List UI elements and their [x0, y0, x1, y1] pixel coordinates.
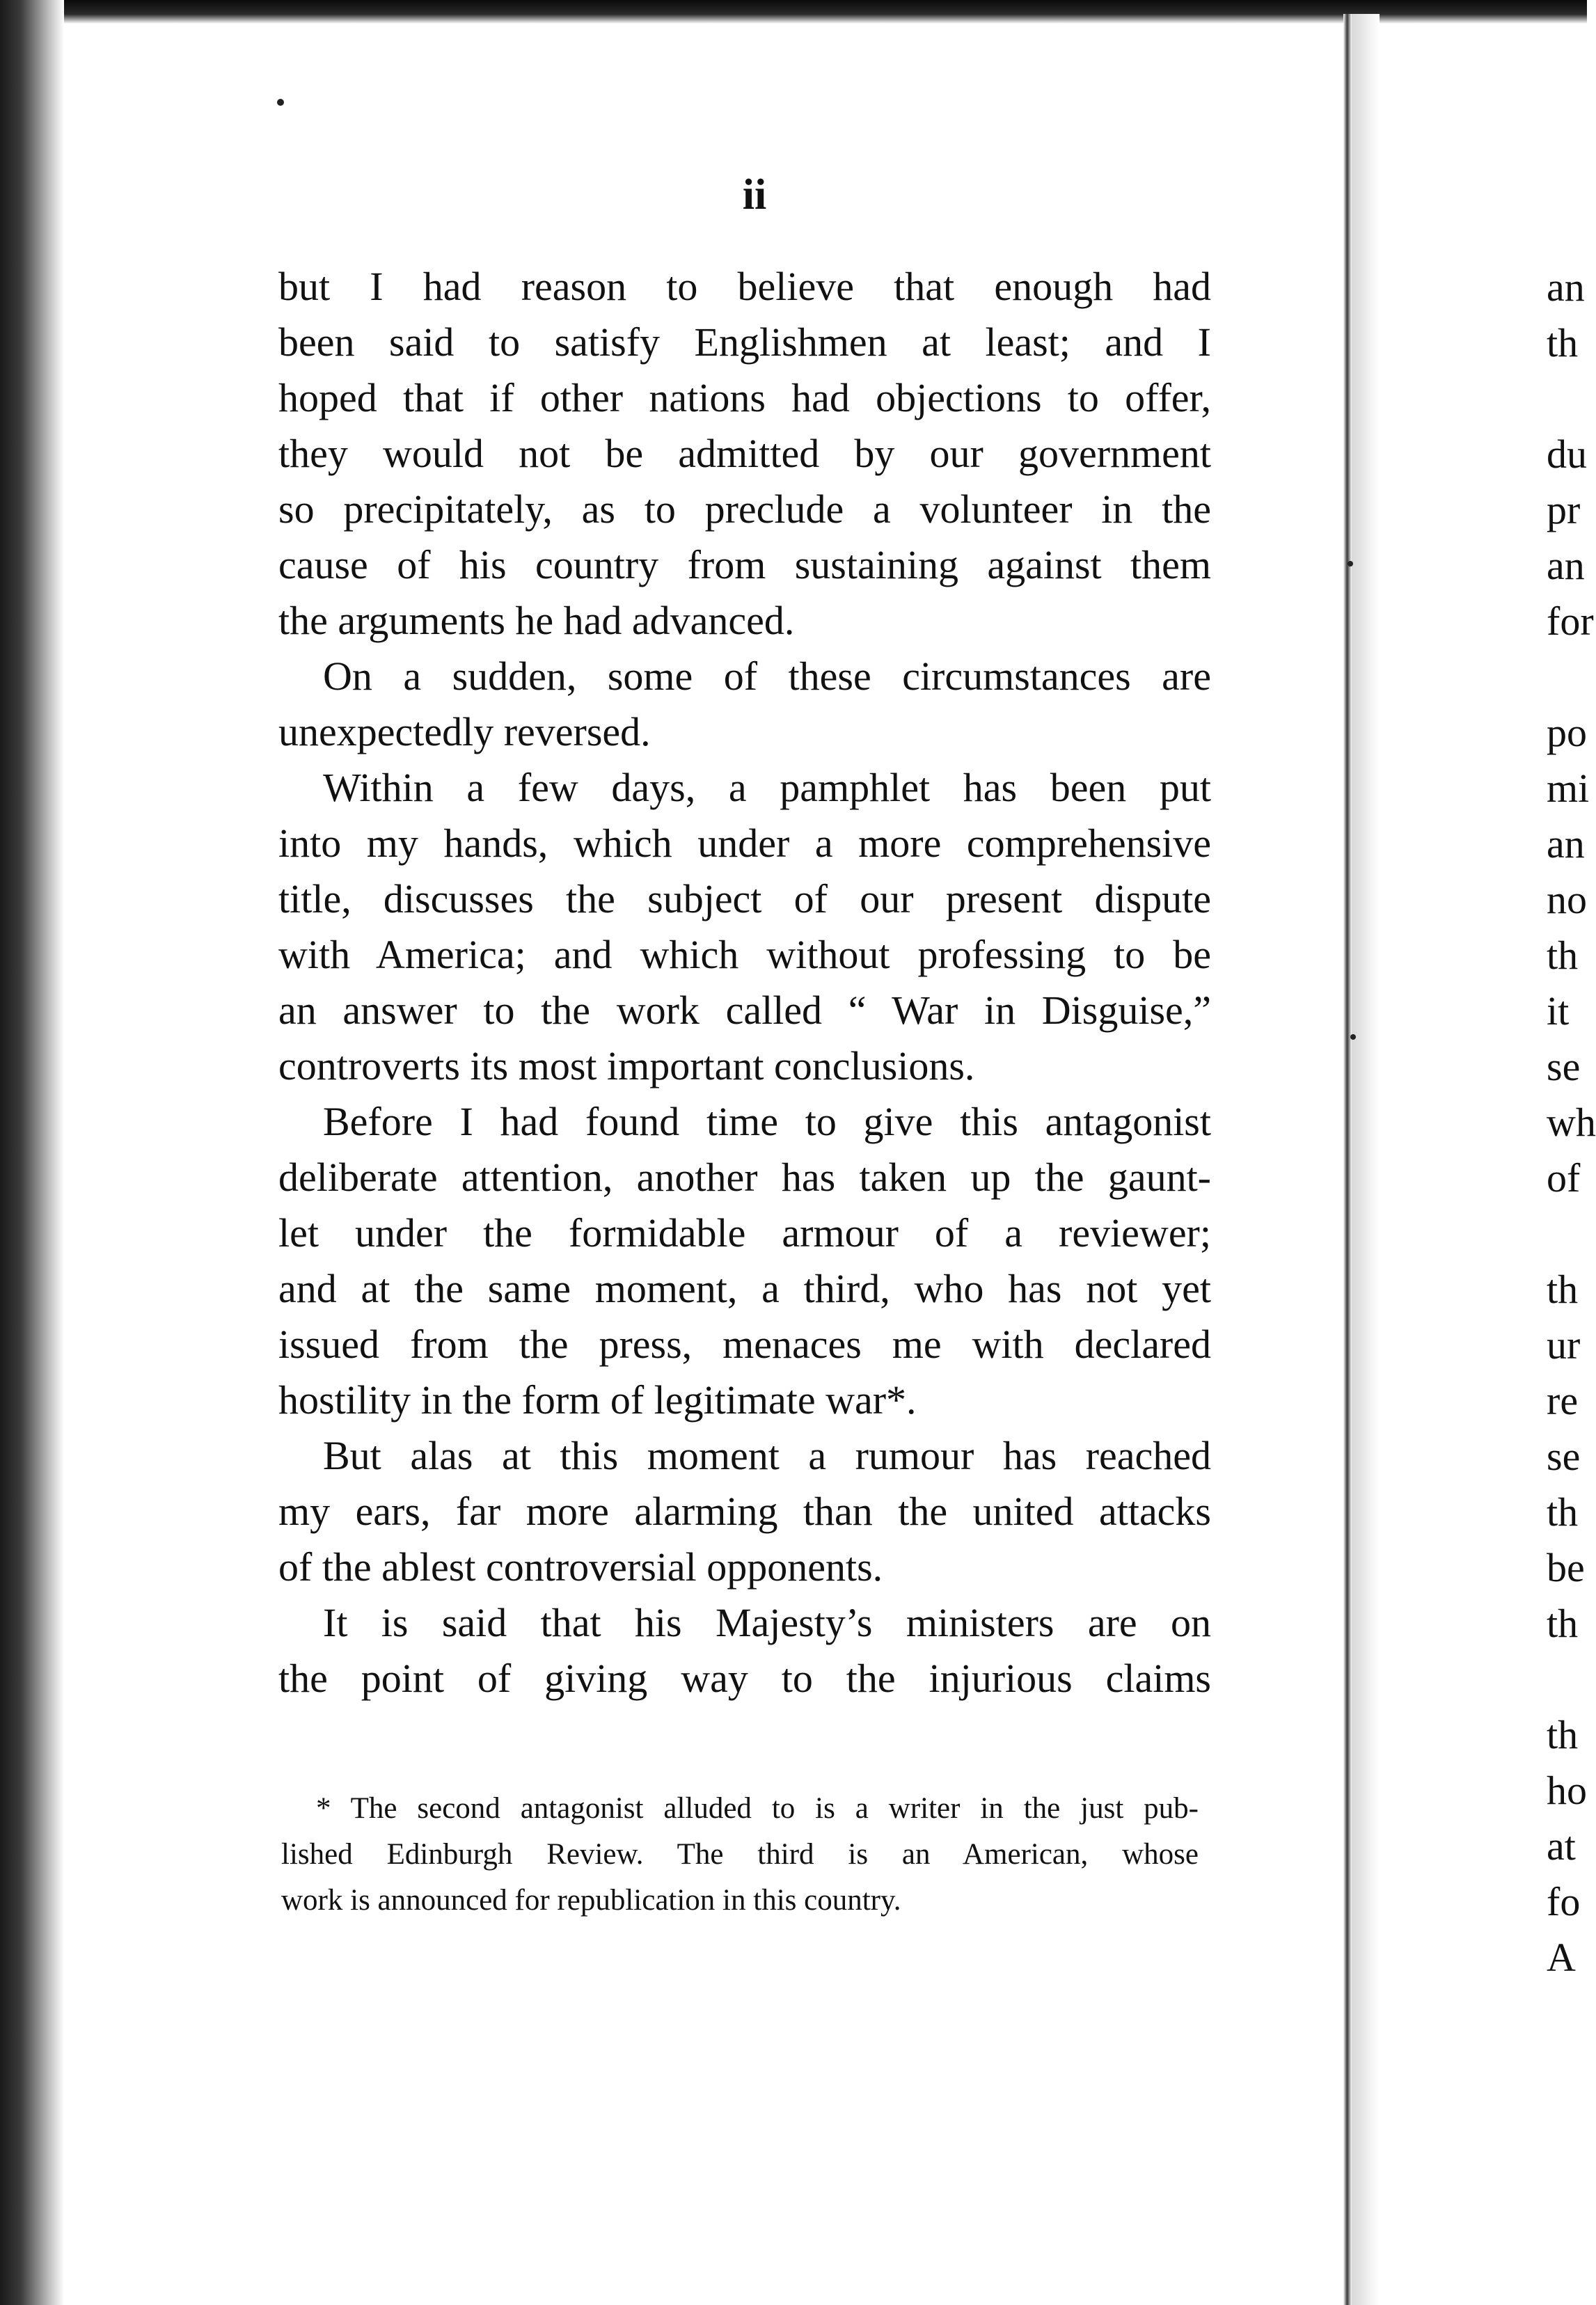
text-line: they would not be admitted by our government [278, 431, 1211, 476]
facing-page-text-fragment: ur [1547, 1322, 1581, 1368]
facing-page-text-fragment: an [1547, 543, 1585, 588]
ink-speck [1350, 1034, 1356, 1040]
facing-page-text-fragment: th [1547, 1267, 1579, 1312]
facing-page-text-fragment: fo [1547, 1879, 1581, 1924]
facing-page-fragment [1547, 0, 1596, 2305]
book-gutter [1343, 14, 1352, 2305]
text-line: hostility in the form of legitimate war*. [278, 1377, 917, 1423]
facing-page-text-fragment: th [1547, 933, 1579, 978]
text-line: But alas at this moment a rumour has reached [323, 1433, 1211, 1478]
facing-page-text-fragment: be [1547, 1545, 1585, 1590]
page-number: ii [742, 171, 767, 219]
text-line: with America; and which without professing to be [278, 932, 1211, 977]
facing-page-text-fragment: wh [1547, 1100, 1596, 1145]
facing-page-text-fragment: an [1547, 264, 1585, 310]
facing-page-text-fragment: A [1547, 1935, 1576, 1980]
text-line: but I had reason to believe that enough had [278, 264, 1211, 309]
text-line: On a sudden, some of these circumstances are [323, 654, 1211, 699]
scan-edge-left [0, 0, 64, 2305]
gutter-shadow [1352, 14, 1380, 2305]
text-line: and at the same moment, a third, who has not yet [278, 1266, 1211, 1311]
text-line: been said to satisfy Englishmen at least; and I [278, 319, 1211, 365]
facing-page-text-fragment: no [1547, 877, 1587, 922]
footnote-line: lished Edinburgh Review. The third is an American, whose [281, 1838, 1199, 1871]
text-line: deliberate attention, another has taken up the gaunt- [278, 1155, 1211, 1200]
text-line: Before I had found time to give this antagonist [323, 1099, 1211, 1144]
ink-speck [1348, 561, 1353, 567]
text-line: title, discusses the subject of our present dispute [278, 876, 1211, 921]
text-line: controverts its most important conclusions. [278, 1043, 975, 1088]
facing-page-text-fragment: it [1547, 988, 1570, 1033]
footnote-line: * The second antagonist alluded to is a writer in the just pub- [316, 1792, 1199, 1825]
text-line: of the ablest controversial opponents. [278, 1544, 883, 1590]
text-line: an answer to the work called “ War in Disguise,” [278, 988, 1211, 1033]
text-line: hoped that if other nations had objections to offer, [278, 375, 1211, 420]
facing-page-text-fragment: an [1547, 821, 1585, 866]
text-line: the point of giving way to the injurious claims [278, 1656, 1211, 1701]
text-line: cause of his country from sustaining against them [278, 542, 1211, 587]
facing-page-text-fragment: se [1547, 1434, 1581, 1479]
body-text [278, 259, 1211, 1706]
facing-page-text-fragment: for [1547, 599, 1594, 644]
facing-page-text-fragment: se [1547, 1044, 1581, 1089]
facing-page-text-fragment: mi [1547, 766, 1590, 811]
facing-page-text-fragment: th [1547, 1489, 1579, 1535]
facing-page-text-fragment: ho [1547, 1768, 1587, 1813]
text-line: so precipitately, as to preclude a volunteer in the [278, 486, 1211, 532]
facing-page-text-fragment: at [1547, 1823, 1576, 1869]
facing-page-text-fragment: re [1547, 1378, 1579, 1423]
footnote-line: work is announced for republication in this country. [281, 1884, 901, 1917]
ink-speck [277, 99, 284, 106]
text-line: unexpectedly reversed. [278, 709, 651, 754]
facing-page-text-fragment: pr [1547, 487, 1581, 532]
text-line: let under the formidable armour of a reviewer; [278, 1210, 1211, 1256]
facing-page-text-fragment: th [1547, 1601, 1579, 1646]
text-line: my ears, far more alarming than the united attacks [278, 1489, 1211, 1534]
text-line: Within a few days, a pamphlet has been put [323, 765, 1211, 810]
text-line: into my hands, which under a more comprehensive [278, 821, 1211, 866]
text-line: issued from the press, menaces me with declared [278, 1322, 1211, 1367]
facing-page-text-fragment: po [1547, 710, 1587, 755]
facing-page-text-fragment: du [1547, 431, 1587, 477]
text-line: the arguments he had advanced. [278, 598, 795, 643]
footnote [281, 1786, 1199, 1924]
facing-page-text-fragment: th [1547, 1712, 1579, 1757]
facing-page-text-fragment: th [1547, 320, 1579, 365]
facing-page-text-fragment: of [1547, 1155, 1581, 1201]
text-line: It is said that his Majesty’s ministers are on [323, 1600, 1211, 1645]
